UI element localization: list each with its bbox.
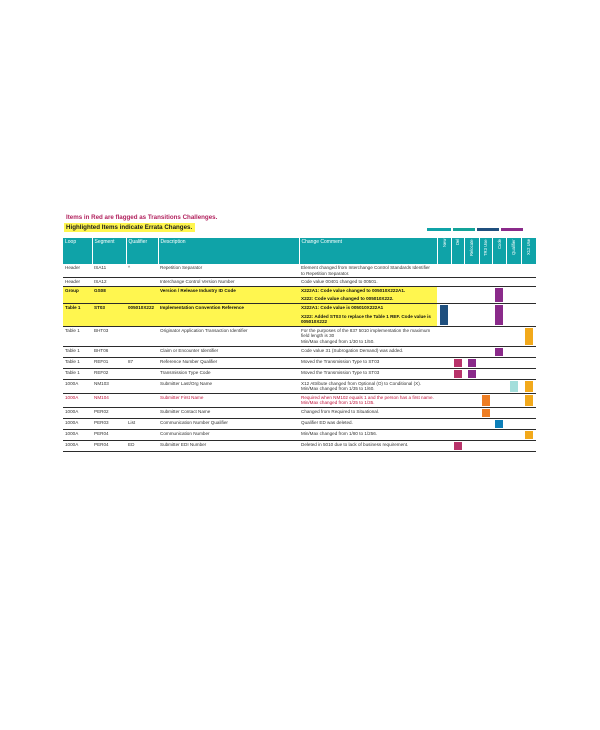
mark-qualifier-cell xyxy=(506,379,521,393)
mark-del-cell xyxy=(451,379,464,393)
mark-relocate-cell xyxy=(464,286,479,303)
cell-loop: Table 1 xyxy=(63,368,92,379)
cell-qualifier: List xyxy=(126,418,158,429)
cell-segment: NM103 xyxy=(92,379,126,393)
cell-description: Submitter First Name xyxy=(158,393,299,407)
mark-relocate-cell xyxy=(464,278,479,287)
cell-loop: 1000A xyxy=(63,379,92,393)
cell-description: Version / Release Industry ID Code xyxy=(158,286,299,303)
col-tr3-use xyxy=(479,238,492,264)
cell-loop: Table 1 xyxy=(63,346,92,357)
mark-code-cell xyxy=(492,278,506,287)
col-loop: Loop xyxy=(63,238,92,264)
cell-qualifier xyxy=(126,379,158,393)
mark-relocate-cell xyxy=(464,357,479,368)
table-row xyxy=(63,379,536,393)
mark-new-cell xyxy=(437,286,451,303)
cell-loop: 1000A xyxy=(63,429,92,440)
mark-code xyxy=(495,348,503,356)
cell-change-comment xyxy=(299,357,437,368)
mark-tr3-use xyxy=(482,395,490,406)
mark-del-cell xyxy=(451,286,464,303)
mark-code-cell xyxy=(492,346,506,357)
mark-del-cell xyxy=(451,418,464,429)
legend-bar-teal xyxy=(427,228,451,231)
cell-description: Transmission Type Code xyxy=(158,368,299,379)
highlight-note: Highlighted Items indicate Errata Changes. xyxy=(64,223,195,232)
mark-x12-use xyxy=(525,395,533,406)
mark-del xyxy=(454,359,462,367)
mark-relocate-cell xyxy=(464,407,479,418)
mark-new-cell xyxy=(437,346,451,357)
change-comment-line: X222A1: Code value changed to 005010X222A1. xyxy=(301,287,406,293)
col-x12-use-label: X12 Use xyxy=(526,239,531,256)
mark-x12-use-cell xyxy=(521,393,536,407)
mark-qualifier-cell xyxy=(506,440,521,451)
cell-description: Submitter EDI Number xyxy=(158,440,299,451)
col-new xyxy=(437,238,451,264)
cell-segment: PER04 xyxy=(92,440,126,451)
cell-change-comment xyxy=(299,379,437,393)
cell-segment: ISA12 xyxy=(92,278,126,287)
mark-del-cell xyxy=(451,278,464,287)
mark-qualifier-cell xyxy=(506,357,521,368)
cell-qualifier xyxy=(126,346,158,357)
cell-loop: Table 1 xyxy=(63,357,92,368)
mark-x12-use xyxy=(525,381,533,392)
change-comment-line: Code value 00401 changed to 00501. xyxy=(301,279,378,285)
mark-tr3-use-cell xyxy=(479,357,492,368)
cell-description: Communication Number xyxy=(158,429,299,440)
col-relocate xyxy=(464,238,479,264)
cell-qualifier xyxy=(126,278,158,287)
change-comment-line: Moved the Transmission Type to ST03 xyxy=(301,358,380,364)
cell-description: Submitter Last/Org Name xyxy=(158,379,299,393)
table-row xyxy=(63,357,536,368)
cell-segment: REF01 xyxy=(92,357,126,368)
cell-segment: ST03 xyxy=(92,303,126,326)
mark-new-cell xyxy=(437,278,451,287)
mark-x12-use-cell xyxy=(521,379,536,393)
mark-new-cell xyxy=(437,264,451,278)
cell-loop: Group xyxy=(63,286,92,303)
mark-code-cell xyxy=(492,440,506,451)
mark-x12-use xyxy=(525,328,533,345)
mark-code-cell xyxy=(492,407,506,418)
cell-segment: PER02 xyxy=(92,407,126,418)
mark-tr3-use xyxy=(482,409,490,417)
cell-segment: NM104 xyxy=(92,393,126,407)
table-row xyxy=(63,418,536,429)
mark-del-cell xyxy=(451,303,464,326)
table-row xyxy=(63,407,536,418)
mark-qualifier-cell xyxy=(506,278,521,287)
mark-x12-use-cell xyxy=(521,429,536,440)
change-comment-line: Code value 31 (Subrogation Demand) was added. xyxy=(301,347,404,353)
change-comment-line: Qualifier ED was deleted. xyxy=(301,419,353,425)
mark-x12-use-cell xyxy=(521,278,536,287)
table-row xyxy=(63,326,536,346)
cell-qualifier: 87 xyxy=(126,357,158,368)
cell-segment: REF02 xyxy=(92,368,126,379)
mark-relocate-cell xyxy=(464,418,479,429)
mark-new-cell xyxy=(437,326,451,346)
cell-qualifier xyxy=(126,393,158,407)
mark-code-cell xyxy=(492,286,506,303)
mark-relocate-cell xyxy=(464,393,479,407)
cell-qualifier xyxy=(126,407,158,418)
cell-loop: Header xyxy=(63,278,92,287)
mark-del-cell xyxy=(451,357,464,368)
change-comment-line: Min/Max changed from 1/80 to 1/256. xyxy=(301,430,378,436)
cell-change-comment xyxy=(299,429,437,440)
change-comment-line: Changed from Required to Situational. xyxy=(301,408,380,414)
mark-new-cell xyxy=(437,368,451,379)
mark-tr3-use-cell xyxy=(479,393,492,407)
mark-relocate xyxy=(468,359,476,367)
cell-change-comment xyxy=(299,368,437,379)
mark-del-cell xyxy=(451,440,464,451)
mark-del-cell xyxy=(451,407,464,418)
cell-loop: 1000A xyxy=(63,407,92,418)
mark-relocate-cell xyxy=(464,303,479,326)
mark-code-cell xyxy=(492,326,506,346)
legend-bar-green xyxy=(453,228,475,231)
mark-relocate-cell xyxy=(464,368,479,379)
mark-new xyxy=(440,305,448,325)
mark-x12-use-cell xyxy=(521,418,536,429)
mark-qualifier-cell xyxy=(506,326,521,346)
cell-loop: Table 1 xyxy=(63,303,92,326)
cell-segment: BHT06 xyxy=(92,346,126,357)
mark-del-cell xyxy=(451,326,464,346)
cell-loop: Table 1 xyxy=(63,326,92,346)
cell-loop: Header xyxy=(63,264,92,278)
mark-relocate-cell xyxy=(464,429,479,440)
mark-code-cell xyxy=(492,418,506,429)
mark-new-cell xyxy=(437,429,451,440)
mark-tr3-use-cell xyxy=(479,303,492,326)
cell-qualifier xyxy=(126,326,158,346)
col-description: Description xyxy=(158,238,299,264)
change-comment-line: For the purposes of the 837 5010 implementation the maximum field length is 30 xyxy=(301,327,431,339)
cell-segment: ISA11 xyxy=(92,264,126,278)
col-qualifier-marker-label: Qualifier xyxy=(511,239,516,255)
mark-new-cell xyxy=(437,440,451,451)
cell-loop: 1000A xyxy=(63,418,92,429)
mark-del xyxy=(454,442,462,450)
cell-segment: GS08 xyxy=(92,286,126,303)
cell-qualifier xyxy=(126,368,158,379)
mark-x12-use xyxy=(525,431,533,439)
cell-change-comment xyxy=(299,303,437,326)
mark-x12-use-cell xyxy=(521,326,536,346)
mark-new-cell xyxy=(437,418,451,429)
col-del-label: Del xyxy=(455,239,460,246)
mark-tr3-use-cell xyxy=(479,326,492,346)
mark-del-cell xyxy=(451,393,464,407)
change-comment-line-2: Min/Max changed from 1/25 to 1/35. xyxy=(301,400,375,406)
table-row xyxy=(63,303,536,326)
cell-qualifier: ED xyxy=(126,440,158,451)
mark-relocate-cell xyxy=(464,440,479,451)
cell-segment: PER03 xyxy=(92,418,126,429)
col-new-label: New xyxy=(441,239,447,248)
mark-x12-use-cell xyxy=(521,357,536,368)
cell-description: Implementation Convention Reference xyxy=(158,303,299,326)
change-comment-line: Element changed from Interchange Control Standards Identifier to Repetition Separator. xyxy=(301,265,430,276)
col-code-label: Code xyxy=(496,239,502,250)
table-row xyxy=(63,368,536,379)
cell-qualifier: 005010X222 xyxy=(126,303,158,326)
change-comment-line: X222A1: Code value is 005010X222A1 xyxy=(301,304,384,310)
cell-description: Submitter Contact Name xyxy=(158,407,299,418)
mark-del-cell xyxy=(451,429,464,440)
table-row xyxy=(63,264,536,278)
cell-description: Originator Application Transaction Identifier xyxy=(158,326,299,346)
mark-x12-use-cell xyxy=(521,264,536,278)
table-row xyxy=(63,278,536,287)
col-del xyxy=(451,238,464,264)
table-row xyxy=(63,440,536,451)
mark-relocate-cell xyxy=(464,379,479,393)
mark-qualifier-cell xyxy=(506,393,521,407)
cell-description: Claim or Encounter Identifier xyxy=(158,346,299,357)
mark-qualifier-cell xyxy=(506,368,521,379)
change-comment-line-2: X222: Code value changed to 005010X222. xyxy=(301,296,394,302)
cell-change-comment xyxy=(299,278,437,287)
cell-qualifier xyxy=(126,286,158,303)
mark-qualifier xyxy=(510,381,518,392)
cell-description: Interchange Control Version Number xyxy=(158,278,299,287)
mark-code-cell xyxy=(492,379,506,393)
mark-relocate-cell xyxy=(464,326,479,346)
mark-code-cell xyxy=(492,357,506,368)
mark-x12-use-cell xyxy=(521,407,536,418)
col-qualifier-marker xyxy=(506,238,521,264)
mark-del-cell xyxy=(451,368,464,379)
mark-x12-use-cell xyxy=(521,440,536,451)
mark-code xyxy=(495,305,503,325)
table-row xyxy=(63,393,536,407)
mark-qualifier-cell xyxy=(506,286,521,303)
cell-change-comment xyxy=(299,440,437,451)
mark-x12-use-cell xyxy=(521,286,536,303)
col-tr3-use-label: TR3 Use xyxy=(483,239,488,256)
change-comment-line-2: Min/Max changed from 1/30 to 1/50. xyxy=(301,338,375,344)
mark-tr3-use-cell xyxy=(479,440,492,451)
cell-loop: 1000A xyxy=(63,440,92,451)
cell-qualifier xyxy=(126,429,158,440)
cell-description: Repetition Separator xyxy=(158,264,299,278)
table-row xyxy=(63,346,536,357)
table-row xyxy=(63,286,536,303)
mark-code-cell xyxy=(492,429,506,440)
mark-code xyxy=(495,420,503,428)
mark-tr3-use-cell xyxy=(479,379,492,393)
mark-del xyxy=(454,370,462,378)
mark-tr3-use-cell xyxy=(479,368,492,379)
cell-description: Reference Number Qualifier xyxy=(158,357,299,368)
mark-x12-use-cell xyxy=(521,303,536,326)
red-items-note: Items in Red are flagged as Transitions Challenges. xyxy=(66,214,218,221)
mark-code-cell xyxy=(492,264,506,278)
mark-tr3-use-cell xyxy=(479,286,492,303)
change-comment-line-2: Min/Max changed from 1/35 to 1/60. xyxy=(301,386,375,392)
mark-qualifier-cell xyxy=(506,429,521,440)
mark-qualifier-cell xyxy=(506,418,521,429)
col-qualifier: Qualifier xyxy=(126,238,158,264)
mark-tr3-use-cell xyxy=(479,407,492,418)
mark-qualifier-cell xyxy=(506,264,521,278)
mark-tr3-use-cell xyxy=(479,346,492,357)
cell-change-comment xyxy=(299,286,437,303)
col-relocate-label: Relocate xyxy=(469,239,474,256)
mark-del-cell xyxy=(451,264,464,278)
cell-change-comment xyxy=(299,346,437,357)
change-comment-line: X12 Attribute changed from Optional (O) to Conditional (X). xyxy=(301,380,422,386)
change-comment-line: Moved the Transmission Type to ST03 xyxy=(301,369,380,375)
mark-x12-use-cell xyxy=(521,368,536,379)
cell-change-comment xyxy=(299,407,437,418)
mark-qualifier-cell xyxy=(506,407,521,418)
table-row xyxy=(63,429,536,440)
mark-new-cell xyxy=(437,303,451,326)
mark-x12-use-cell xyxy=(521,346,536,357)
cell-segment: PER04 xyxy=(92,429,126,440)
change-comment-line: Required when NM102 equals 1 and the person has a first name. xyxy=(301,394,434,400)
cell-change-comment xyxy=(299,264,437,278)
col-x12-use xyxy=(521,238,536,264)
cell-loop: 1000A xyxy=(63,393,92,407)
legend-bar-navy xyxy=(477,228,499,231)
mark-tr3-use-cell xyxy=(479,278,492,287)
mark-new-cell xyxy=(437,407,451,418)
mark-new-cell xyxy=(437,357,451,368)
mark-code-cell xyxy=(492,368,506,379)
mark-tr3-use-cell xyxy=(479,418,492,429)
table-header xyxy=(63,238,536,264)
mark-code-cell xyxy=(492,393,506,407)
mark-relocate-cell xyxy=(464,346,479,357)
mark-relocate xyxy=(468,370,476,378)
cell-segment: BHT03 xyxy=(92,326,126,346)
mark-del-cell xyxy=(451,346,464,357)
col-code xyxy=(492,238,506,264)
cell-change-comment xyxy=(299,418,437,429)
mark-new-cell xyxy=(437,393,451,407)
mark-new-cell xyxy=(437,379,451,393)
mark-code-cell xyxy=(492,303,506,326)
mark-relocate-cell xyxy=(464,264,479,278)
col-segment: Segment xyxy=(92,238,126,264)
mark-qualifier-cell xyxy=(506,346,521,357)
cell-description: Communication Number Qualifier xyxy=(158,418,299,429)
col-change-comment: Change Comment xyxy=(299,238,437,264)
mark-tr3-use-cell xyxy=(479,264,492,278)
mark-code xyxy=(495,288,503,302)
mark-qualifier-cell xyxy=(506,303,521,326)
transition-changes-table xyxy=(63,238,537,452)
cell-change-comment xyxy=(299,393,437,407)
mark-tr3-use-cell xyxy=(479,429,492,440)
change-comment-line-2: X222: Added ST03 to replace the Table 1 REF. Code value is 005010X222 xyxy=(301,313,431,325)
legend-bar-purple xyxy=(501,228,523,231)
cell-qualifier: ^ xyxy=(126,264,158,278)
cell-change-comment xyxy=(299,326,437,346)
change-comment-line: Deleted in 5010 due to lack of business requirement. xyxy=(301,441,409,447)
